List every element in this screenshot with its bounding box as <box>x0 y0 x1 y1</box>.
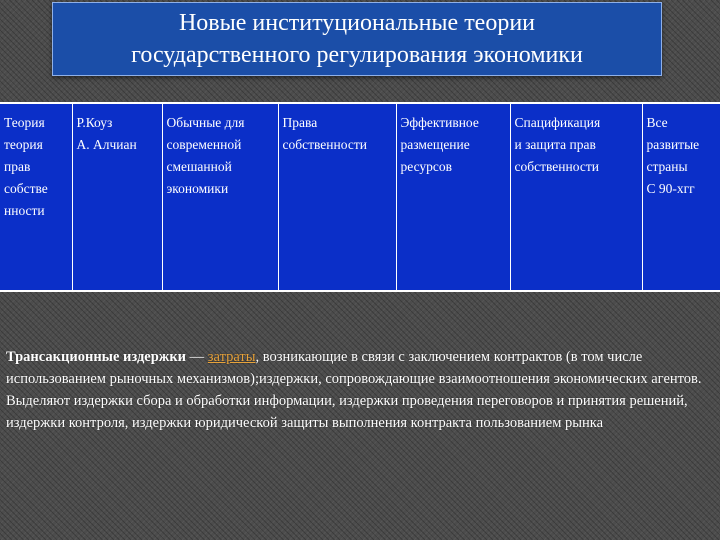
cell-countries: Все развитые страны С 90-хгг <box>642 104 720 290</box>
title-line-1: Новые институциональные теории <box>178 10 536 36</box>
cell-economy-type: Обычные для современной смешанной экономики <box>162 104 278 290</box>
paragraph-rest: , возникающие в связи с заключением контрактов (в том числе использованием рыночных механизмов);издержки, сопровождающие взаимоотношения экономических агентов. Выделяют издержки сбора и обработки информации, издержки проведения переговоров и принятия решений, издержки контроля, издержки юридической защиты выполнения контракта пользованием рынка <box>6 349 702 431</box>
cell-property-rights: Права собственности <box>278 104 396 290</box>
title-line-2: государственного регулирования экономики <box>131 42 583 68</box>
cell-theory: Теория теория прав собстве нности <box>4 115 48 218</box>
cell-authors: Р.Коуз А. Алчиан <box>72 104 162 290</box>
dash: — <box>186 349 208 365</box>
table-row <box>0 104 720 290</box>
cell-specification: Спацификация и защита прав собственности <box>510 104 642 290</box>
slide-title <box>52 2 662 76</box>
theories-table <box>0 102 720 292</box>
transaction-costs-paragraph <box>6 346 714 434</box>
term-transaction-costs: Трансакционные издержки <box>6 349 187 365</box>
cell-resource-allocation: Эффективное размещение ресурсов <box>396 104 510 290</box>
costs-link[interactable]: затраты <box>207 349 256 365</box>
